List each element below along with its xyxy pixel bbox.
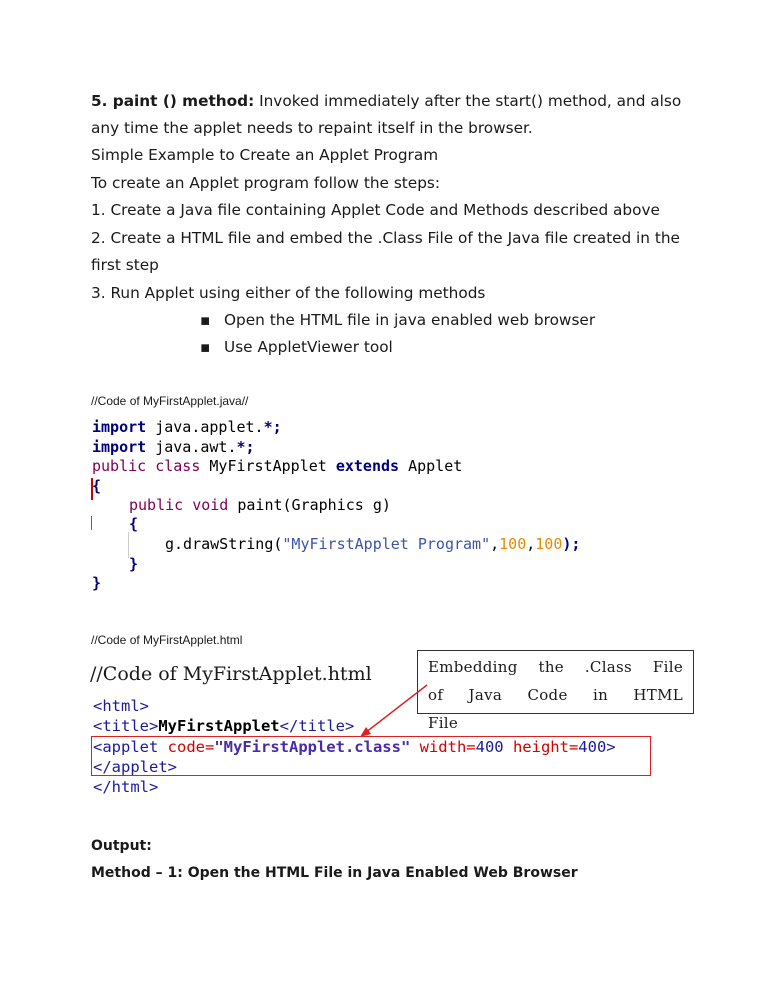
method-1-heading: Method – 1: Open the HTML File in Java Enabled Web Browser	[91, 865, 578, 881]
html-line-2: <title>MyFirstApplet</title>	[93, 717, 355, 735]
html-line-5: </html>	[93, 778, 159, 796]
step-3: 3. Run Applet using either of the following methods	[91, 284, 486, 302]
java-line-6: {	[129, 515, 139, 533]
output-label: Output:	[91, 838, 152, 854]
step-2: 2. Create a HTML file and embed the .Class File of the Java file created in the	[91, 229, 680, 247]
html-code-caption: //Code of MyFirstApplet.html	[91, 633, 243, 647]
callout-note: Embedding the .Class File of Java Code in HTML File	[417, 650, 694, 714]
paint-method-desc: Invoked immediately after the start() method, and also	[254, 92, 682, 110]
paint-method-title: 5. paint () method:	[91, 92, 255, 110]
bullet-item: ▪ Use AppletViewer tool	[200, 338, 393, 356]
html-line-3: <applet code="MyFirstApplet.class" width=400 height=400>	[93, 738, 616, 756]
html-line-4: </applet>	[93, 758, 177, 776]
java-line-4: {	[92, 477, 102, 495]
html-line-1: <html>	[93, 697, 149, 715]
bullet-icon: ▪	[200, 311, 211, 329]
java-code-caption: //Code of MyFirstApplet.java//	[91, 394, 249, 408]
java-line-8: }	[129, 555, 139, 573]
step-2-cont: first step	[91, 256, 159, 274]
paint-method-desc-line2: any time the applet needs to repaint itself in the browser.	[91, 119, 533, 137]
step-1: 1. Create a Java file containing Applet Code and Methods described above	[91, 201, 660, 219]
java-line-5: public void paint(Graphics g)	[129, 496, 391, 514]
bullet-icon: ▪	[200, 338, 211, 356]
bullet-item: ▪ Open the HTML file in java enabled web browser	[200, 311, 596, 329]
simple-example-heading: Simple Example to Create an Applet Program	[91, 146, 439, 164]
java-line-1: import java.applet.*;	[92, 418, 282, 436]
html-figure-title: //Code of MyFirstApplet.html	[90, 663, 372, 685]
java-line-9: }	[92, 574, 102, 592]
java-line-7: g.drawString("MyFirstApplet Program",100,100);	[165, 535, 581, 553]
java-line-2: import java.awt.*;	[92, 438, 255, 456]
steps-intro: To create an Applet program follow the steps:	[91, 174, 441, 192]
java-line-3: public class MyFirstApplet extends Applet	[92, 457, 463, 475]
